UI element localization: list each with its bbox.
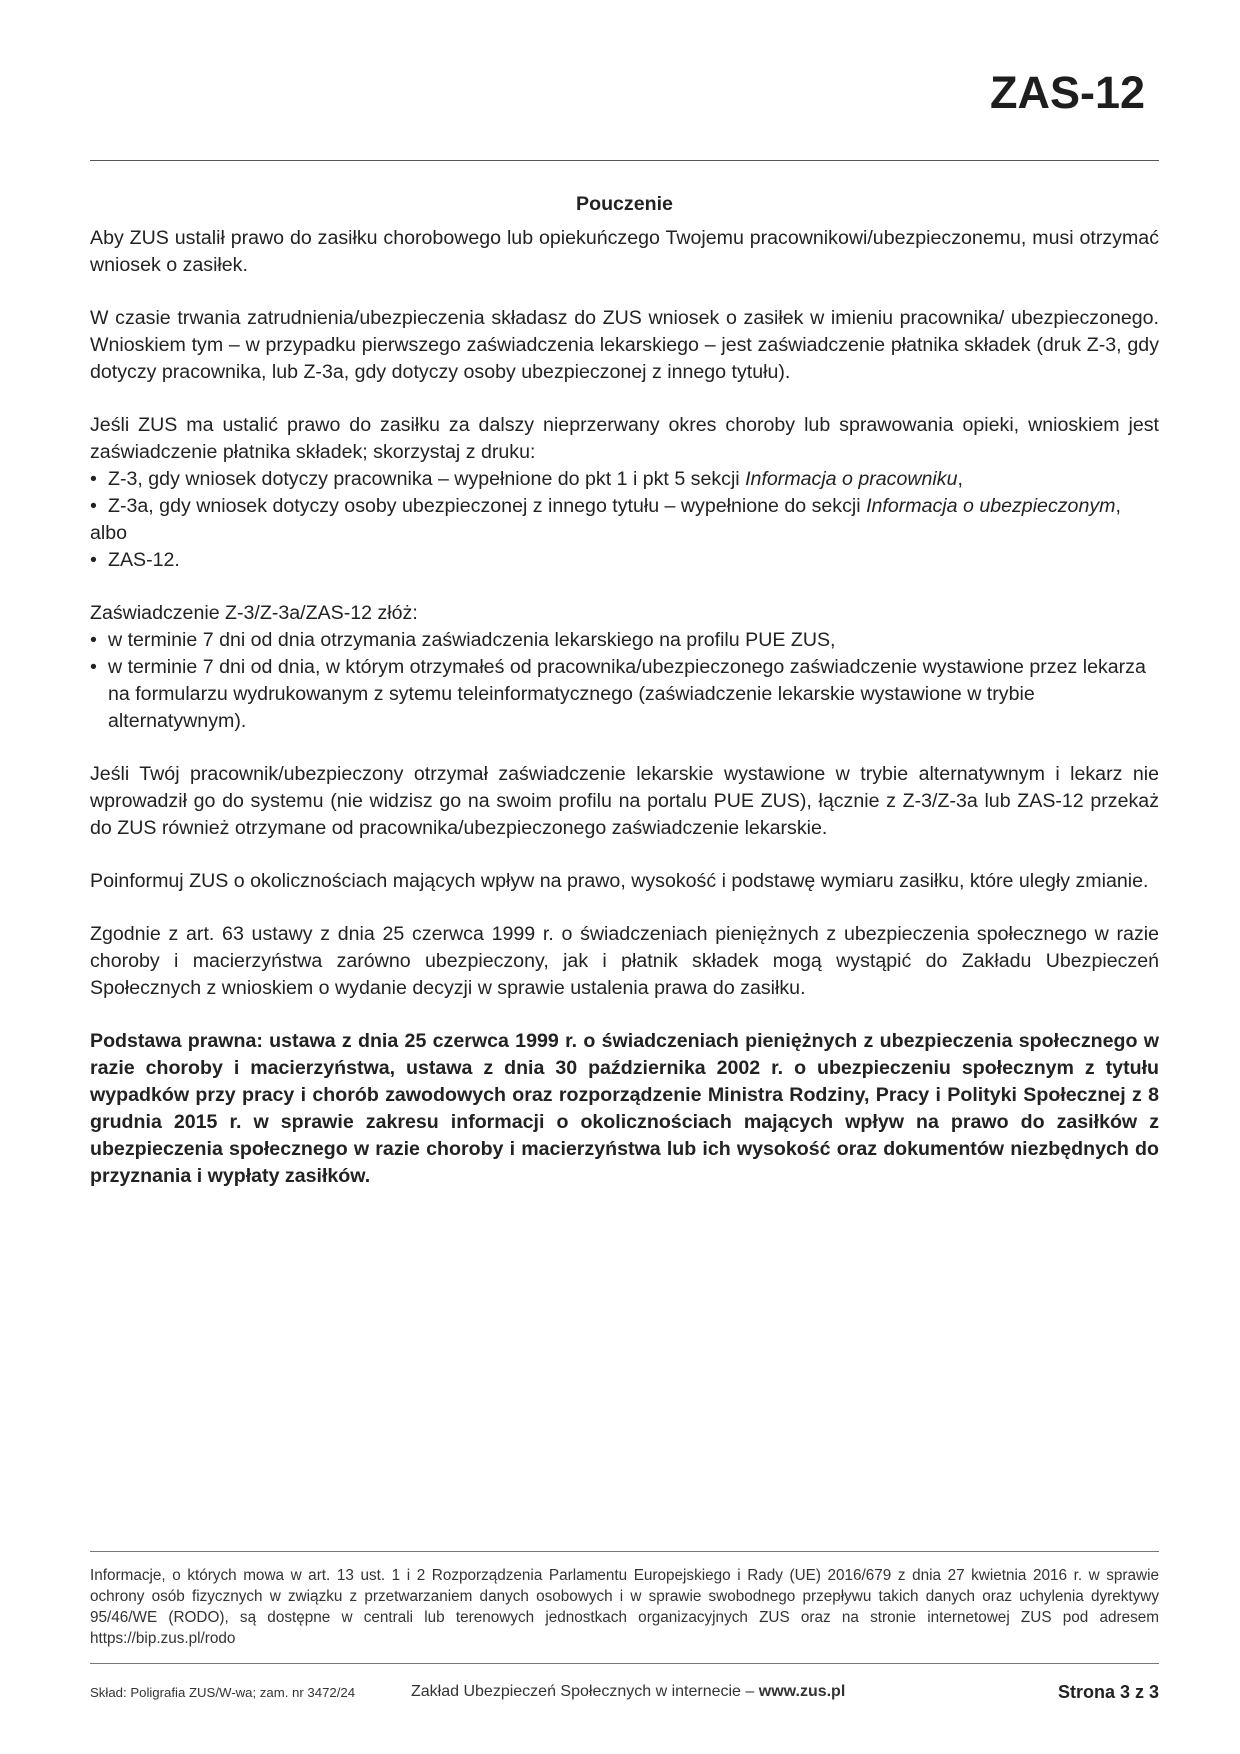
paragraph-inform-zus: Poinformuj ZUS o okolicznościach mających wpływ na prawo, wysokość i podstawę wymiaru zasiłku, które uległy zmianie. [90, 870, 1149, 892]
page-number: Strona 3 z 3 [1057, 1682, 1159, 1702]
list-item: • Z-3, gdy wniosek dotyczy pracownika – wypełnione do pkt 1 i pkt 5 sekcji Informacja o pracowniku, [90, 466, 1159, 493]
header-divider [90, 160, 1159, 161]
list-item: • Z-3a, gdy wniosek dotyczy osoby ubezpieczonej z innego tytułu – wypełnione do sekcji Informacja o ubezpieczonym, [90, 493, 1159, 520]
page-footer [90, 1680, 1159, 1706]
submission-deadlines-list [90, 627, 1159, 735]
print-info: Skład: Poligrafia ZUS/W-wa; zam. nr 3472/24 [90, 1685, 356, 1700]
list-item: • w terminie 7 dni od dnia, w którym otrzymałeś od pracownika/ubezpieczonego zaświadczenie wystawione przez lekarza na formularzu wydrukowanym z sytemu teleinformatycznego (zaświadczenie lekarskie wystawione w trybie alternatywnym). [90, 656, 1146, 732]
list-item: • w terminie 7 dni od dnia otrzymania zaświadczenia lekarskiego na profilu PUE ZUS, [90, 627, 1159, 654]
gdpr-note: Informacje, o których mowa w art. 13 ust. 1 i 2 Rozporządzenia Parlamentu Europejskiego i Rady (UE) 2016/679 z dnia 27 kwietnia 2016 r. w sprawie ochrony osób fizycznych w związku z przetwarzaniem danych osobowych i w sprawie swobodnego przepływu takich danych oraz uchylenia dyrektywy 95/46/WE (RODO), są dostępne w centrali lub terenowych jednostkach organizacyjnych ZUS oraz na stronie internetowej ZUS pod adresem https://bip.zus.pl/rodo [90, 1567, 1159, 1647]
form-options-list [90, 466, 1159, 574]
bullet-icon: • [90, 495, 97, 517]
legal-basis: Podstawa prawna: ustawa z dnia 25 czerwca 1999 r. o świadczeniach pieniężnych z ubezpieczenia społecznego w razie choroby i macierzyństwa, ustawa z dnia 30 października 2002 r. o ubezpieczeniu społecznym z tytułu wypadków przy pracy i chorób zawodowych oraz rozporządzenie Ministra Rodziny, Pracy i Polityki Społecznej z 8 grudnia 2015 r. w sprawie zakresu informacji o okolicznościach mających wpływ na prawo do zasiłków z ubezpieczenia społecznego w razie choroby i macierzyństwa lub ich wysokość oraz dokumentów niezbędnych do przyznania i wypłaty zasiłków. [90, 1030, 1159, 1187]
paragraph-intro: Aby ZUS ustalił prawo do zasiłku chorobowego lub opiekuńczego Twojemu pracownikowi/ubezpieczonemu, musi otrzymać wniosek o zasiłek. [90, 227, 1159, 276]
website-link[interactable]: www.zus.pl [758, 1683, 846, 1700]
footer-divider-top [90, 1551, 1159, 1552]
bullet-icon: • [90, 629, 97, 651]
bullet-icon: • [90, 468, 97, 490]
form-code: ZAS-12 [989, 67, 1145, 118]
footer-divider [90, 1663, 1159, 1664]
paragraph-article-63: Zgodnie z art. 63 ustawy z dnia 25 czerwca 1999 r. o świadczeniach pieniężnych z ubezpieczenia społecznego w razie choroby i macierzyństwa zarówno ubezpieczony, jak i płatnik składek mogą wystąpić do Zakładu Ubezpieczeń Społecznych z wnioskiem o wydanie decyzji w sprawie ustalenia prawa do zasiłku. [90, 923, 1159, 999]
list-item: • ZAS-12. [90, 547, 1159, 574]
section-heading: Pouczenie [576, 193, 673, 215]
paragraph-continuation: Jeśli ZUS ma ustalić prawo do zasiłku za dalszy nieprzerwany okres choroby lub sprawowania opieki, wnioskiem jest zaświadczenie płatnika składek; skorzystaj z druku: [90, 414, 1159, 463]
bullet-icon: • [90, 549, 97, 571]
paragraph-alternative-mode: Jeśli Twój pracownik/ubezpieczony otrzymał zaświadczenie lekarskie wystawione w trybie alternatywnym i lekarz nie wprowadził go do systemu (nie widzisz go na swoim profilu na portalu PUE ZUS), łącznie z Z-3/Z-3a lub ZAS-12 przekaż do ZUS również otrzymane od pracownika/ubezpieczonego zaświadczenie lekarskie. [90, 763, 1159, 839]
paragraph-first-certificate: W czasie trwania zatrudnienia/ubezpieczenia składasz do ZUS wniosek o zasiłek w imieniu pracownika/ ubezpieczonego. Wnioskiem tym – w przypadku pierwszego zaświadczenia lekarskiego – jest zaświadczenie płatnika składek (druk Z-3, gdy dotyczy pracownika, lub Z-3a, gdy dotyczy osoby ubezpieczonej z innego tytułu). [90, 307, 1159, 383]
paragraph-submission: Zaświadczenie Z-3/Z-3a/ZAS-12 złóż: [90, 602, 418, 624]
bullet-icon: • [90, 656, 97, 678]
list-connector-albo: albo [90, 522, 128, 544]
web-info: Zakład Ubezpieczeń Społecznych w internecie – www.zus.pl [411, 1683, 846, 1700]
instructions-body [90, 191, 1159, 1216]
